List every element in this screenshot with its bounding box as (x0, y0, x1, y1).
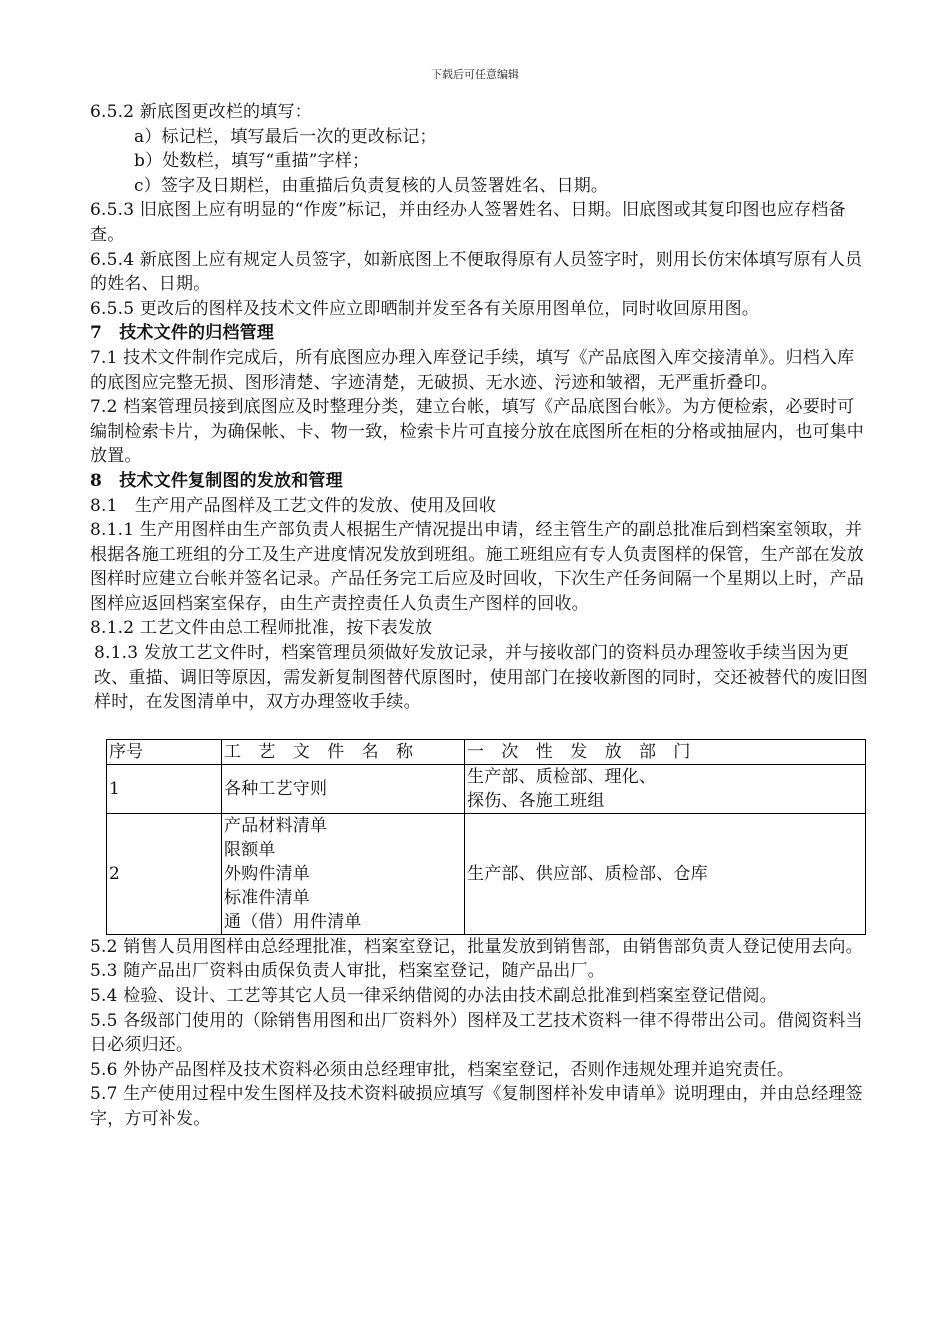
distribution-table (106, 739, 866, 935)
table-row (107, 813, 866, 934)
paragraph: 7.2 档案管理员接到底图应及时整理分类，建立台帐，填写《产品底图台帐》。为方便检索，必要时可编制检索卡片，为确保帐、卡、物一致，检索卡片可直接分放在底图所在柜的分格或抽屉内，也可集中放置。 (90, 397, 864, 467)
paragraph-list (90, 100, 870, 715)
paragraph: 7.1 技术文件制作完成后，所有底图应办理入库登记手续，填写《产品底图入库交接清单》。归档入库的底图应完整无损、图形清楚、字迹清楚，无破损、无水迹、污迹和皱褶，无严重折叠印。 (90, 347, 855, 393)
paragraph: 6.5.2 新底图更改栏的填写： (90, 102, 312, 122)
paragraph: 5.5 各级部门使用的（除销售用图和出厂资料外）图样及工艺技术资料一律不得带出公司。借阅资料当日必须归还。 (90, 1010, 863, 1056)
paragraph: 5.4 检验、设计、工艺等其它人员一律采纳借阅的办法由技术副总批准到档案室登记借阅。 (90, 986, 777, 1007)
page-header-note: 下载后可任意编辑 (431, 68, 519, 81)
paragraph: a）标记栏，填写最后一次的更改标记； (134, 126, 437, 147)
paragraph: 5.7 生产使用过程中发生图样及技术资料破损应填写《复制图样补发申请单》说明理由，并由总经理签字，方可补发。 (90, 1084, 863, 1129)
paragraph: 5.2 销售人员用图样由总经理批准，档案室登记，批量发放到销售部，由销售部负责人登记使用去向。 (90, 936, 863, 957)
paragraph: 8.1 生产用产品图样及工艺文件的发放、使用及回收 (90, 495, 497, 516)
dept-line: 生产部、质检部、理化、 (467, 766, 657, 787)
table-cell-file-names (222, 764, 465, 813)
file-name: 各种工艺守则 (224, 778, 328, 799)
table-row (107, 764, 866, 813)
table-header-file-name: 工 艺 文 件 名 称 (222, 739, 465, 764)
file-name: 标准件清单 (224, 887, 310, 908)
section-heading: 7 技术文件的归档管理 (90, 323, 275, 344)
section-heading: 8 技术文件复制图的发放和管理 (90, 470, 343, 491)
paragraph: 8.1.2 工艺文件由总工程师批准，按下表发放 (90, 618, 433, 639)
file-name: 外购件清单 (224, 863, 310, 884)
table-cell-depts (465, 764, 866, 813)
table-header-row (107, 739, 866, 764)
paragraph: b）处数栏，填写“重描”字样； (134, 151, 370, 172)
paragraph-list-after (90, 935, 870, 1132)
table-header-no: 序号 (107, 739, 222, 764)
paragraph: 8.1.3 发放工艺文件时，档案管理员须做好发放记录，并与接收部门的资料员办理签收手续当因为更改、重描、调旧等原因，需发新复制图替代原图时，使用部门在接收新图的同时，交还被替代的废旧图样时，在发图清单中，双方办理签收手续。 (94, 643, 868, 713)
paragraph: 5.6 外协产品图样及技术资料必须由总经理审批，档案室登记，否则作违规处理并追究责任。 (90, 1059, 795, 1080)
dept-line: 探伤、各施工班组 (467, 790, 605, 811)
paragraph: 8.1.1 生产用图样由生产部负责人根据生产情况提出申请，经主管生产的副总批准后到档案室领取，并根据各施工班组的分工及生产进度情况发放到班组。施工班组应有专人负责图样的保管，生产部在发放图样时应建立台帐并签名记录。产品任务完工后应及时回收，下次生产任务间隔一个星期以上时，产品图样应返回档案室保存，由生产责控责任人负责生产图样的回收。 (90, 520, 864, 614)
table-header-dept: 一 次 性 发 放 部 门 (465, 739, 866, 764)
paragraph: 6.5.3 旧底图上应有明显的“作废”标记，并由经办人签署姓名、日期。旧底图或其复印图也应存档备查。 (90, 200, 846, 245)
document-body (90, 100, 870, 1132)
paragraph: c）签字及日期栏，由重描后负责复核的人员签署姓名、日期。 (134, 175, 609, 196)
table-cell-depts (465, 813, 866, 934)
table-cell-no: 2 (107, 813, 222, 934)
dept-line: 生产部、供应部、质检部、仓库 (467, 863, 708, 884)
paragraph: 6.5.4 新底图上应有规定人员签字，如新底图上不便取得原有人员签字时，则用长仿宋体填写原有人员的姓名、日期。 (90, 249, 863, 295)
table-cell-no: 1 (107, 764, 222, 813)
file-name: 限额单 (224, 839, 276, 860)
file-name: 通（借）用件清单 (224, 911, 362, 932)
paragraph: 6.5.5 更改后的图样及技术文件应立即晒制并发至各有关原用图单位，同时收回原用图。 (90, 298, 760, 319)
spacer (90, 715, 870, 739)
paragraph: 5.3 随产品出厂资料由质保负责人审批，档案室登记，随产品出厂。 (90, 961, 605, 982)
file-name: 产品材料清单 (224, 815, 328, 836)
table-cell-file-names (222, 813, 465, 934)
